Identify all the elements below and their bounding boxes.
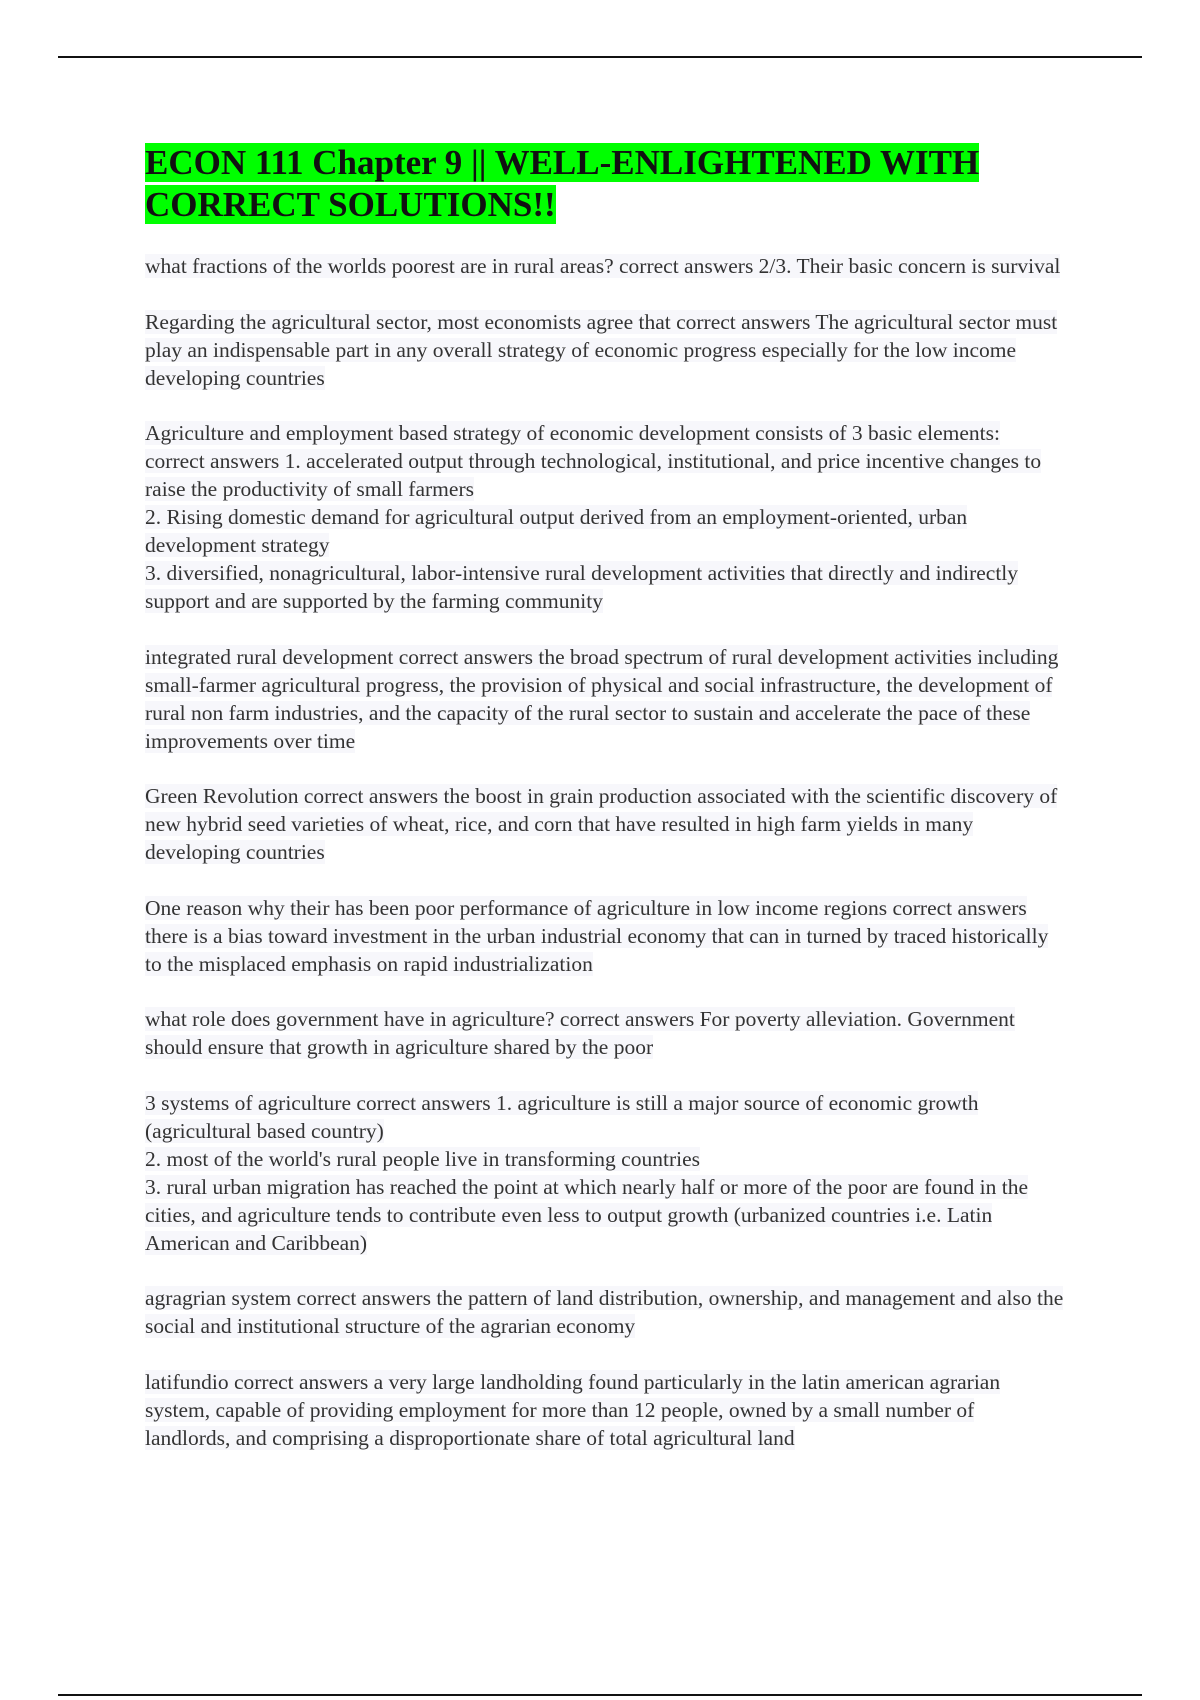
qa-entry: Green Revolution correct answers the boost in grain production associated with the scientific discovery of new hybrid seed varieties of wheat, rice, and corn that have resulted in high farm yields in many developing countries: [145, 784, 1058, 864]
qa-entry: latifundio correct answers a very large landholding found particularly in the latin american agrarian system, capable of providing employment for more than 12 people, owned by a small number of landlords, and comprising a disproportionate share of total agricultural land: [145, 1369, 1001, 1450]
footer-rule: [58, 1694, 1142, 1696]
document-body: [145, 142, 1065, 1479]
qa-entry: integrated rural development correct answers the broad spectrum of rural development activities including small-farmer agricultural progress, the provision of physical and social infrastructure, the development of rural non farm industries, and the capacity of the rural sector to sustain and accelerate the pace of these improvements over time: [145, 644, 1059, 753]
qa-entry: Agriculture and employment based strategy of economic development consists of 3 basic elements: correct answers 1. accelerated output through technological, institutional, and price incentive changes to raise the productivity of small farmers 2. Rising domestic demand for agricultural output derived from an employment-oriented, urban development strategy 3. diversified, nonagricultural, labor-intensive rural development activities that directly and indirectly support and are supported by the farming community: [145, 421, 1042, 613]
qa-entry: One reason why their has been poor performance of agriculture in low income regions correct answers there is a bias toward investment in the urban industrial economy that can in turned by traced historically to the misplaced emphasis on rapid industrialization: [145, 895, 1049, 976]
header-rule: [58, 56, 1142, 58]
title-highlight: ECON 111 Chapter 9 || WELL-ENLIGHTENED WITH CORRECT SOLUTIONS!!: [145, 143, 980, 224]
qa-entry: agragrian system correct answers the pattern of land distribution, ownership, and management and also the social and institutional structure of the agrarian economy: [145, 1286, 1064, 1338]
qa-entry: what fractions of the worlds poorest are in rural areas? correct answers 2/3. Their basic concern is survival: [145, 254, 1061, 278]
document-title: [145, 142, 1065, 226]
qa-entry: Regarding the agricultural sector, most economists agree that correct answers The agricultural sector must play an indispensable part in any overall strategy of economic progress especially for the low income developing countries: [145, 309, 1058, 390]
qa-entry: what role does government have in agriculture? correct answers For poverty alleviation. Government should ensure that growth in agriculture shared by the poor: [145, 1007, 1015, 1059]
qa-entry: 3 systems of agriculture correct answers 1. agriculture is still a major source of economic growth (agricultural based country) 2. most of the world's rural people live in transforming countries 3. rural urban migration has reached the point at which nearly half or more of the poor are found in the cities, and agriculture tends to contribute even less to output growth (urbanized countries i.e. Latin American and Caribbean): [145, 1090, 1028, 1255]
